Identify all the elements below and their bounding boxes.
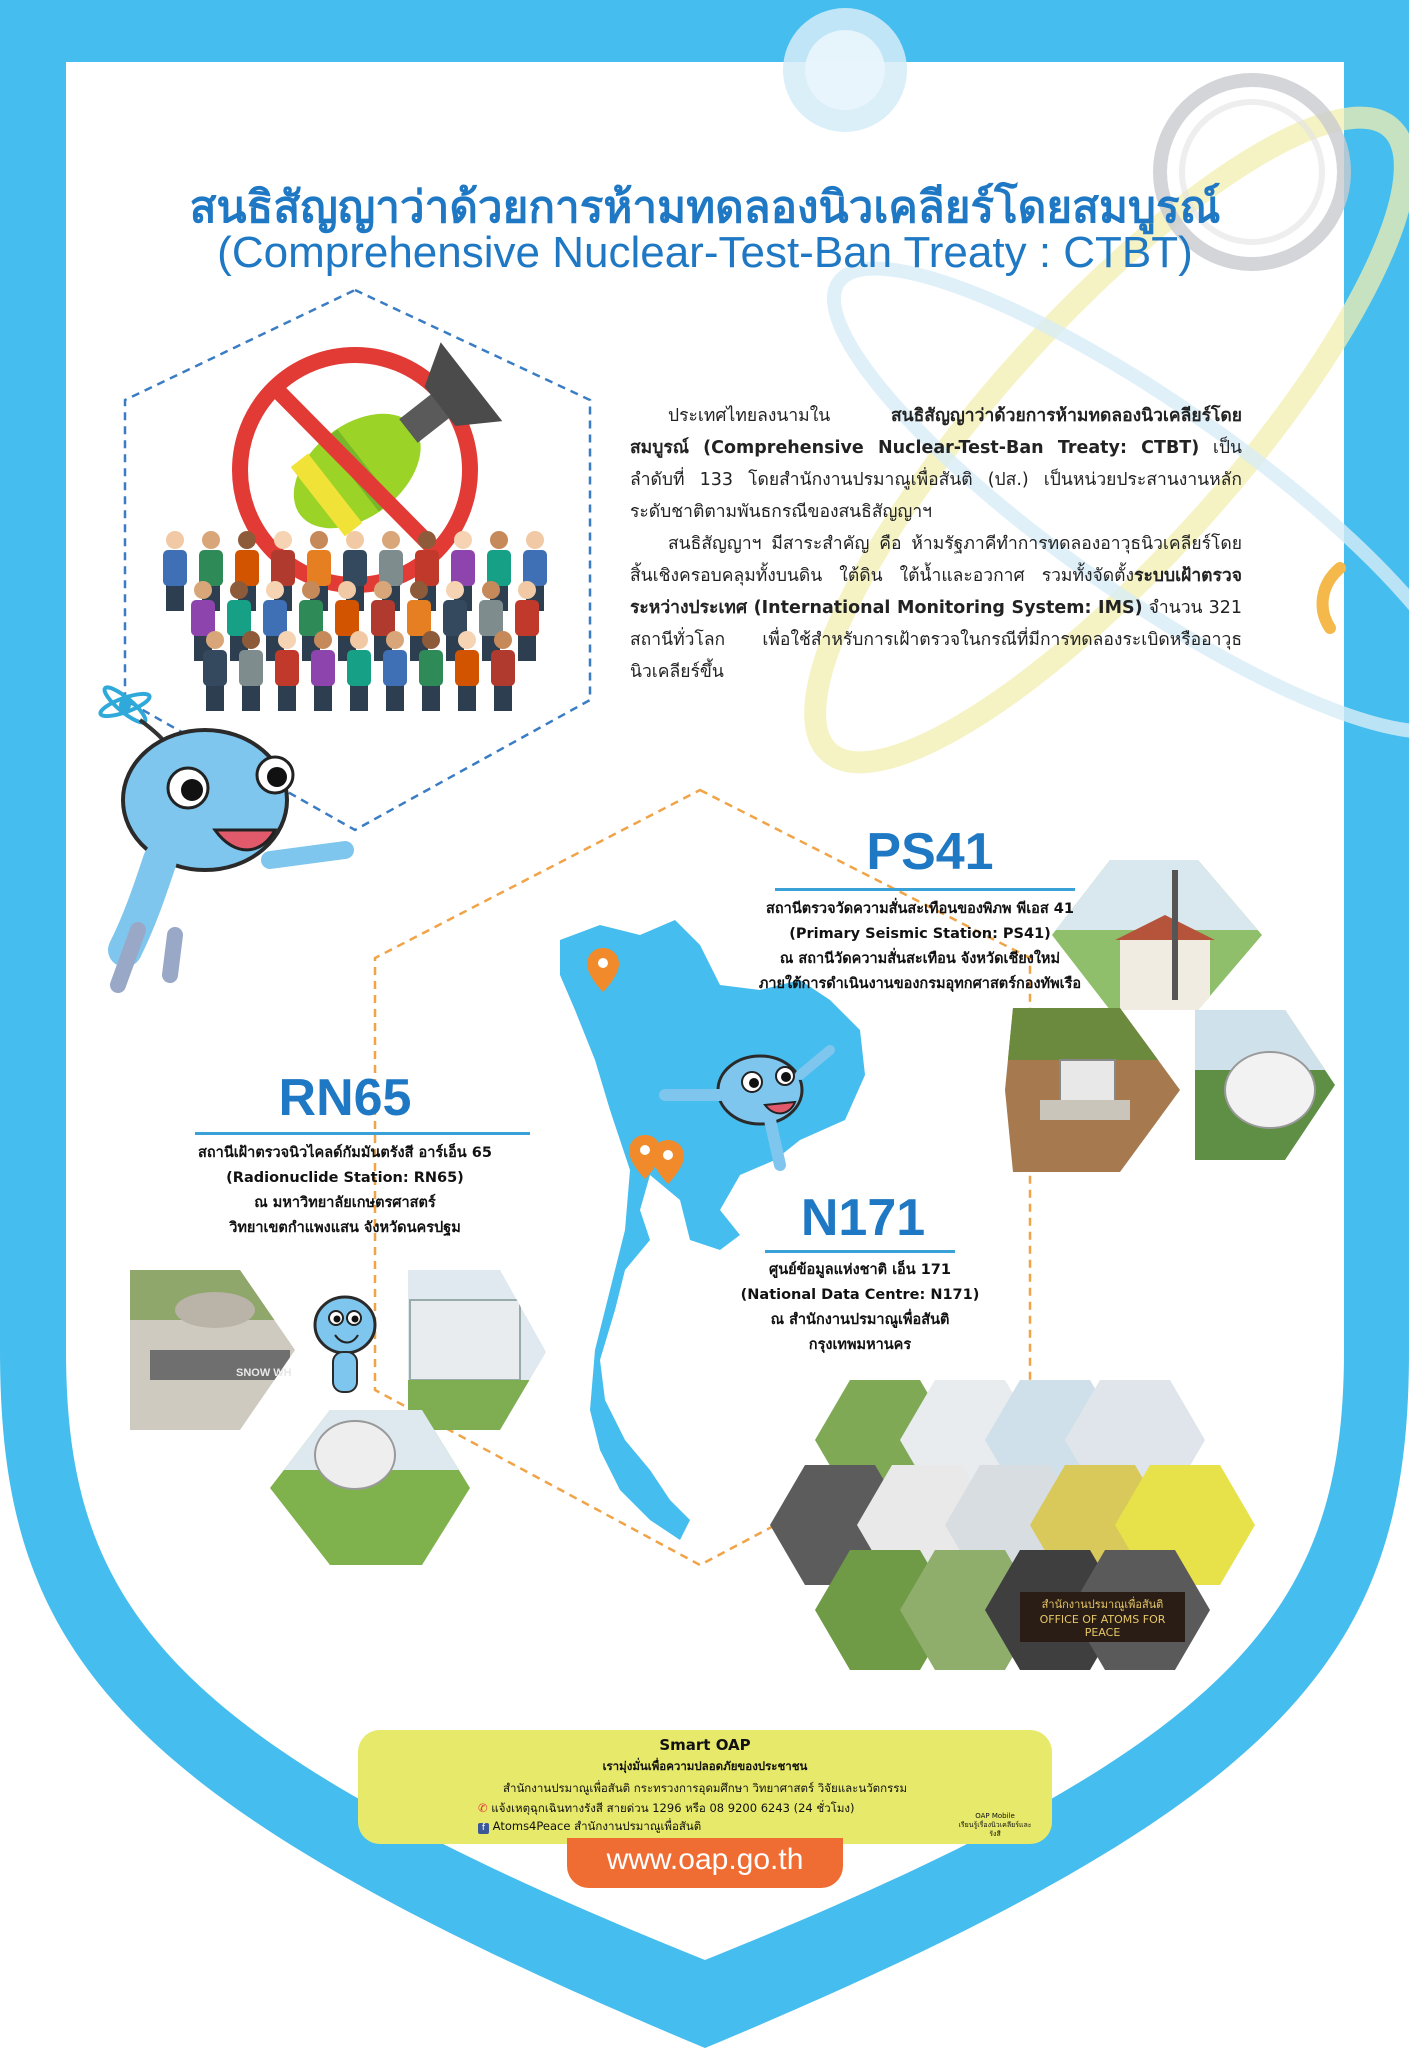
divider [775,888,1075,891]
person-head [454,531,472,549]
person-body [379,550,403,586]
station-info-n171: ศูนย์ข้อมูลแห่งชาติ เอ็น 171 (National Data Centre: N171) ณ สำนักงานปรมาณูเพื่อสันติ กรุงเทพมหานคร [740,1262,980,1353]
footer-org: สำนักงานปรมาณูเพื่อสันติ กระทรวงการอุดมศึกษา วิทยาศาสตร์ วิจัยและนวัตกรรม [502,1781,908,1795]
person-legs [314,685,332,711]
person-legs [422,685,440,711]
person-head [346,531,364,549]
person-head [230,581,248,599]
bubble-decoration [805,30,885,110]
footer-title: Smart OAP [659,1736,751,1754]
person-body [235,550,259,586]
person-head [278,631,296,649]
person-head [422,631,440,649]
person-head [266,581,284,599]
person-body [479,600,503,636]
person-body [407,600,431,636]
person-head [386,631,404,649]
person-body [491,650,515,686]
person-legs [206,685,224,711]
person-body [311,650,335,686]
intro-paragraph-1: ประเทศไทยลงนามใน สนธิสัญญาว่าด้วยการห้ามทดลองนิวเคลียร์โดยสมบูรณ์ (Comprehensive Nuclear-Test-Ban Treaty: CTBT) เป็นลำดับที่ 133 โดยสำนักงานปรมาณูเพื่อสันติ (ปส.) เป็นหน่วยประสานงานหลักระดับชาติตามพันธกรณีของสนธิสัญญาฯ [630,406,1242,522]
person-head [482,581,500,599]
person-legs [494,685,512,711]
person-head [238,531,256,549]
website-link[interactable]: www.oap.go.th [606,1843,804,1876]
person-body [307,550,331,586]
footer-facebook[interactable]: f Atoms4Peace สำนักงานปรมาณูเพื่อสันติ [478,1818,701,1836]
phone-icon: ✆ [478,1801,488,1815]
person-body [415,550,439,586]
person-head [242,631,260,649]
person-body [275,650,299,686]
person-head [310,531,328,549]
person-head [518,581,536,599]
person-legs [386,685,404,711]
person-head [350,631,368,649]
person-head [458,631,476,649]
person-body [455,650,479,686]
person-body [347,650,371,686]
person-head [410,581,428,599]
person-body [515,600,539,636]
intro-text [630,400,1242,688]
station-code-n171: N171 [800,1189,926,1247]
person-head [490,531,508,549]
person-head [166,531,184,549]
title-thai: สนธิสัญญาว่าด้วยการห้ามทดลองนิวเคลียร์โดยสมบูรณ์ [189,182,1221,233]
person-body [227,600,251,636]
person-body [451,550,475,586]
person-body [487,550,511,586]
facebook-icon: f [478,1823,489,1834]
person-body [419,650,443,686]
station-code-rn65: RN65 [278,1069,412,1127]
person-body [443,600,467,636]
title-english: (Comprehensive Nuclear-Test-Ban Treaty : CTBT) [217,228,1193,277]
station-info-rn65: สถานีเฝ้าตรวจนิวไคลด์กัมมันตรังสี อาร์เอ็น 65 (Radionuclide Station: RN65) ณ มหาวิทยาลัยเกษตรศาสตร์ วิทยาเขตกำแพงแสน จังหวัดนครปฐม [198,1145,492,1236]
person-body [263,600,287,636]
station-code-ps41: PS41 [866,823,994,881]
person-head [194,581,212,599]
person-body [335,600,359,636]
person-head [526,531,544,549]
person-head [418,531,436,549]
person-head [314,631,332,649]
footer-hotline: ✆ แจ้งเหตุฉุกเฉินทางรังสี สายด่วน 1296 หรือ 08 9200 6243 (24 ชั่วโมง) [478,1801,855,1815]
person-head [382,531,400,549]
person-body [203,650,227,686]
divider [765,1250,955,1253]
person-body [191,600,215,636]
person-body [343,550,367,586]
person-head [446,581,464,599]
person-legs [350,685,368,711]
person-head [202,531,220,549]
person-head [274,531,292,549]
person-legs [518,635,536,661]
person-body [523,550,547,586]
person-body [371,600,395,636]
person-body [271,550,295,586]
oap-sign: สำนักงานปรมาณูเพื่อสันติ OFFICE OF ATOMS FOR PEACE [1020,1592,1185,1642]
footer-slogan: เรามุ่งมั่นเพื่อความปลอดภัยของประชาชน [602,1759,808,1773]
qr-caption: OAP Mobile เรียนรู้เรื่องนิวเคลียร์และรังสี [958,1812,1032,1838]
person-body [299,600,323,636]
person-legs [278,685,296,711]
person-head [374,581,392,599]
person-body [239,650,263,686]
person-legs [166,585,184,611]
person-head [302,581,320,599]
person-body [163,550,187,586]
person-legs [242,685,260,711]
person-body [199,550,223,586]
station-info-ps41: สถานีตรวจวัดความสั่นสะเทือนของพิภพ พีเอส 41 (Primary Seismic Station: PS41) ณ สถานีวัดความสั่นสะเทือน จังหวัดเชียงใหม่ ภายใต้การดำเนินงานของกรมอุทกศาสตร์กองทัพเรือ [758,901,1082,992]
person-head [206,631,224,649]
shelter-label: SNOW WH [236,1367,292,1379]
intro-paragraph-2: สนธิสัญญาฯ มีสาระสำคัญ คือ ห้ามรัฐภาคีทำการทดลองอาวุธนิวเคลียร์โดยสิ้นเชิงครอบคลุมทั้งบนดิน ใต้ดิน ใต้น้ำและอวกาศ รวมทั้งจัดตั้งระบบเฝ้าตรวจระหว่างประเทศ (International Monitoring System: IMS) จำนวน 321 สถานีทั่วโลก เพื่อใช้สำหรับการเฝ้าตรวจในกรณีที่มีการทดลองระเบิดหรืออาวุธนิวเคลียร์ขึ้น [630,534,1242,682]
person-head [494,631,512,649]
person-body [383,650,407,686]
person-legs [458,685,476,711]
person-head [338,581,356,599]
divider [195,1132,530,1135]
